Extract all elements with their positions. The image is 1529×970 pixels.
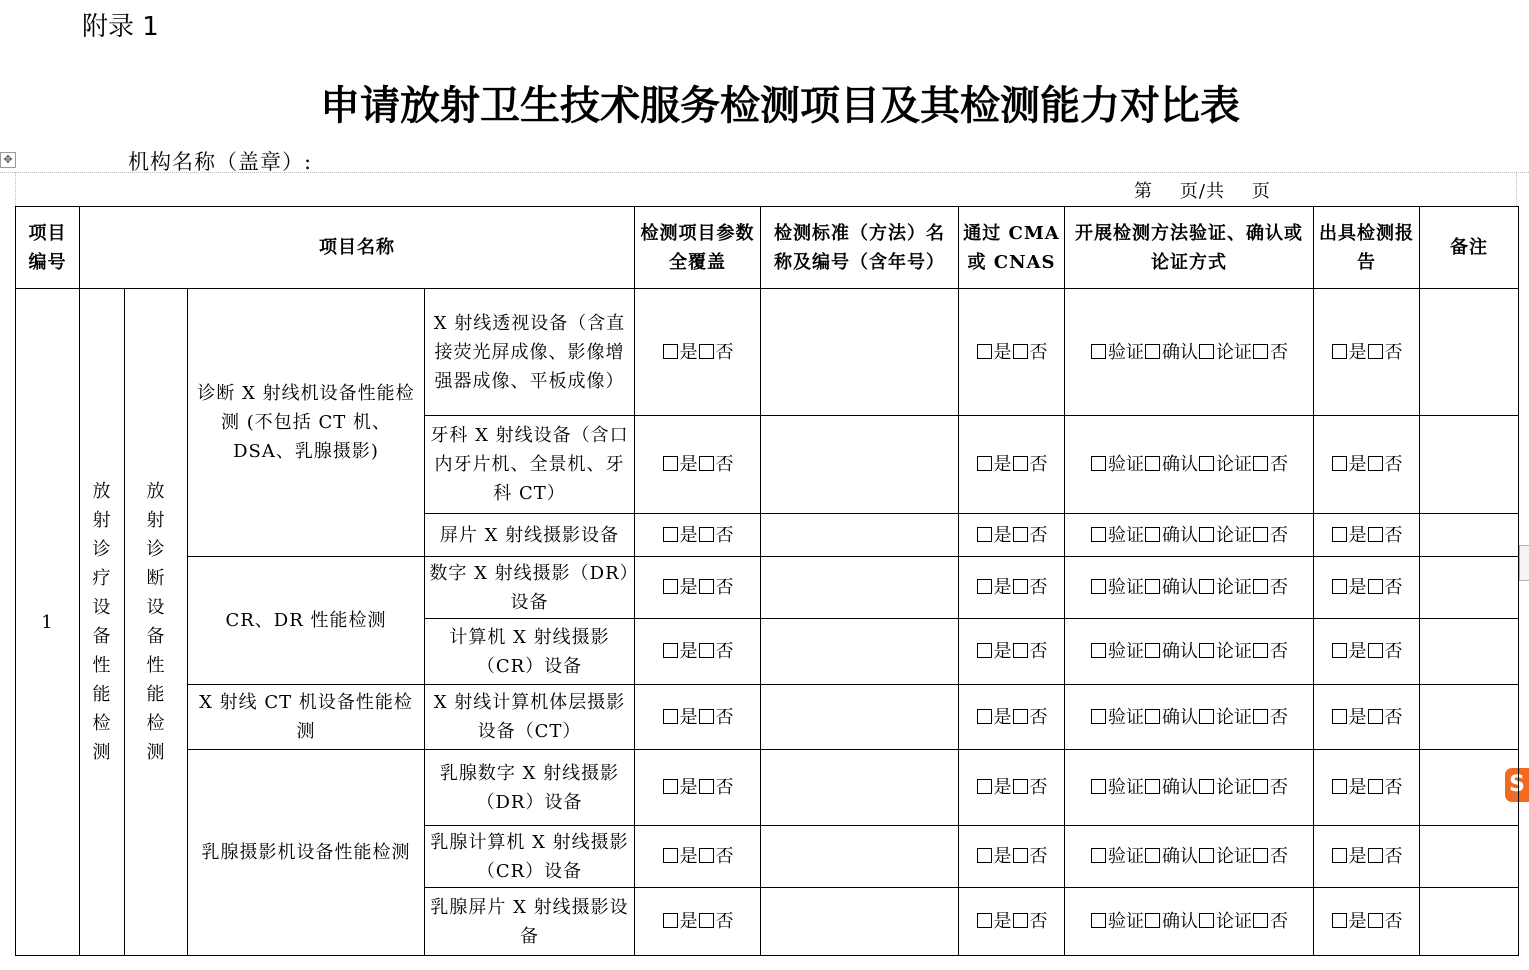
method-verification-no-checkbox[interactable] bbox=[1253, 643, 1268, 658]
cma-cnas-no-checkbox[interactable] bbox=[1013, 344, 1028, 359]
device-name-cell: 计算机 X 射线摄影（CR）设备 bbox=[425, 619, 635, 685]
report bbox=[1314, 289, 1420, 416]
cma-cnas-no-checkbox[interactable] bbox=[1013, 527, 1028, 542]
method-verification bbox=[1065, 750, 1314, 826]
param-coverage-yes-label: 是 bbox=[679, 454, 698, 475]
table-header-row bbox=[16, 207, 1519, 289]
method-verification-demonstrate-label: 论证 bbox=[1216, 524, 1252, 546]
cma-cnas-yes-label: 是 bbox=[993, 777, 1012, 798]
report-no-checkbox[interactable] bbox=[1368, 779, 1383, 794]
cma-cnas bbox=[959, 514, 1065, 557]
param-coverage bbox=[635, 514, 761, 557]
device-name-cell: 乳腺计算机 X 射线摄影（CR）设备 bbox=[425, 826, 635, 888]
param-coverage-no-label: 否 bbox=[715, 911, 734, 932]
method-verification-verify-label: 验证 bbox=[1108, 777, 1144, 798]
organization-label: 机构名称（盖章）: bbox=[128, 150, 313, 174]
report-yes-label: 是 bbox=[1348, 911, 1367, 932]
param-coverage-yes-label: 是 bbox=[679, 524, 698, 546]
method-verification-confirm-label: 确认 bbox=[1162, 641, 1198, 662]
cma-cnas-no-label: 否 bbox=[1029, 577, 1048, 598]
device-name-cell: 牙科 X 射线设备（含口内牙片机、全景机、牙科 CT） bbox=[425, 416, 635, 514]
remark-cell[interactable] bbox=[1420, 514, 1519, 557]
method-verification-confirm-label: 确认 bbox=[1162, 911, 1198, 932]
cma-cnas-no-checkbox[interactable] bbox=[1013, 643, 1028, 658]
param-coverage-no-checkbox[interactable] bbox=[699, 456, 714, 471]
cma-cnas-yes-label: 是 bbox=[993, 641, 1012, 662]
method-verification-demonstrate-label: 论证 bbox=[1216, 454, 1252, 475]
report-yes-checkbox[interactable] bbox=[1332, 527, 1347, 542]
cma-cnas bbox=[959, 826, 1065, 888]
cma-cnas-no-checkbox[interactable] bbox=[1013, 913, 1028, 928]
sogou-ime-icon[interactable]: S bbox=[1505, 768, 1529, 802]
cma-cnas bbox=[959, 750, 1065, 826]
cma-cnas bbox=[959, 416, 1065, 514]
report-no-label: 否 bbox=[1384, 524, 1403, 546]
report bbox=[1314, 685, 1420, 750]
report-no-checkbox[interactable] bbox=[1368, 527, 1383, 542]
table-row bbox=[16, 750, 1519, 826]
standard-cell[interactable] bbox=[761, 416, 959, 514]
method-verification-demonstrate-label: 论证 bbox=[1216, 911, 1252, 932]
header-report: 出具检测报告 bbox=[1314, 207, 1420, 289]
method-verification bbox=[1065, 557, 1314, 619]
param-coverage-yes-checkbox[interactable] bbox=[663, 913, 678, 928]
report bbox=[1314, 888, 1420, 956]
param-coverage bbox=[635, 826, 761, 888]
method-verification-verify-label: 验证 bbox=[1108, 641, 1144, 662]
report-yes-label: 是 bbox=[1348, 846, 1367, 867]
method-verification-no-label: 否 bbox=[1270, 524, 1288, 546]
cma-cnas-yes-checkbox[interactable] bbox=[977, 709, 992, 724]
cma-cnas-no-checkbox[interactable] bbox=[1013, 848, 1028, 863]
method-verification-no-label: 否 bbox=[1270, 911, 1288, 932]
method-verification-verify-checkbox[interactable] bbox=[1091, 527, 1106, 542]
cma-cnas-no-checkbox[interactable] bbox=[1013, 779, 1028, 794]
method-verification-verify-label: 验证 bbox=[1108, 706, 1144, 728]
subcategory-label: 放射诊断设备性能检测 bbox=[146, 481, 166, 763]
table-boundary-right bbox=[1516, 172, 1517, 206]
method-verification-verify-checkbox[interactable] bbox=[1091, 848, 1106, 863]
remark-cell[interactable] bbox=[1420, 557, 1519, 619]
appendix-label: 附录 1 bbox=[82, 12, 159, 42]
method-verification-verify-checkbox[interactable] bbox=[1091, 456, 1106, 471]
item-number-cell: 1 bbox=[16, 289, 80, 956]
device-name-cell: X 射线透视设备（含直接荧光屏成像、影像增强器成像、平板成像） bbox=[425, 289, 635, 416]
method-verification-verify-label: 验证 bbox=[1108, 454, 1144, 475]
param-coverage-yes-checkbox[interactable] bbox=[663, 456, 678, 471]
cma-cnas-no-label: 否 bbox=[1029, 641, 1048, 662]
report-yes-checkbox[interactable] bbox=[1332, 779, 1347, 794]
table-boundary-left bbox=[15, 172, 16, 206]
standard-cell[interactable] bbox=[761, 888, 959, 956]
device-name-cell: 乳腺屏片 X 射线摄影设备 bbox=[425, 888, 635, 956]
report-yes-label: 是 bbox=[1348, 577, 1367, 598]
device-name-cell: 数字 X 射线摄影（DR）设备 bbox=[425, 557, 635, 619]
method-verification bbox=[1065, 416, 1314, 514]
method-verification-no-checkbox[interactable] bbox=[1253, 527, 1268, 542]
standard-cell[interactable] bbox=[761, 826, 959, 888]
table-boundary bbox=[0, 172, 1529, 173]
method-verification-demonstrate-checkbox[interactable] bbox=[1199, 779, 1214, 794]
cma-cnas-no-label: 否 bbox=[1029, 911, 1048, 932]
method-verification-demonstrate-label: 论证 bbox=[1216, 577, 1252, 598]
cma-cnas-no-label: 否 bbox=[1029, 454, 1048, 475]
cma-cnas-yes-checkbox[interactable] bbox=[977, 456, 992, 471]
param-coverage-no-checkbox[interactable] bbox=[699, 779, 714, 794]
cma-cnas-no-label: 否 bbox=[1029, 341, 1048, 363]
cma-cnas-yes-label: 是 bbox=[993, 454, 1012, 475]
method-verification-confirm-label: 确认 bbox=[1162, 524, 1198, 546]
method-verification-confirm-checkbox[interactable] bbox=[1145, 779, 1160, 794]
param-coverage-yes-checkbox[interactable] bbox=[663, 527, 678, 542]
method-verification-confirm-checkbox[interactable] bbox=[1145, 643, 1160, 658]
header-param-coverage: 检测项目参数全覆盖 bbox=[635, 207, 761, 289]
report-no-label: 否 bbox=[1384, 846, 1403, 867]
method-verification-demonstrate-checkbox[interactable] bbox=[1199, 527, 1214, 542]
method-verification-no-checkbox[interactable] bbox=[1253, 779, 1268, 794]
param-coverage-no-label: 否 bbox=[715, 524, 734, 546]
cma-cnas-yes-label: 是 bbox=[993, 524, 1012, 546]
header-standard: 检测标准（方法）名称及编号（含年号） bbox=[761, 207, 959, 289]
cma-cnas-yes-label: 是 bbox=[993, 911, 1012, 932]
cma-cnas bbox=[959, 685, 1065, 750]
subcategory-cell bbox=[125, 289, 188, 956]
method-verification-no-label: 否 bbox=[1270, 641, 1288, 662]
param-coverage-yes-label: 是 bbox=[679, 846, 698, 867]
method-verification-no-checkbox[interactable] bbox=[1253, 456, 1268, 471]
group-name-cell: X 射线 CT 机设备性能检测 bbox=[188, 685, 425, 750]
param-coverage-no-checkbox[interactable] bbox=[699, 579, 714, 594]
method-verification-verify-checkbox[interactable] bbox=[1091, 913, 1106, 928]
cma-cnas-yes-checkbox[interactable] bbox=[977, 848, 992, 863]
method-verification-no-label: 否 bbox=[1270, 846, 1288, 867]
method-verification-confirm-label: 确认 bbox=[1162, 777, 1198, 798]
report-yes-label: 是 bbox=[1348, 641, 1367, 662]
report-no-checkbox[interactable] bbox=[1368, 848, 1383, 863]
method-verification-demonstrate-checkbox[interactable] bbox=[1199, 643, 1214, 658]
cma-cnas bbox=[959, 888, 1065, 956]
category-cell bbox=[80, 289, 125, 956]
param-coverage-yes-label: 是 bbox=[679, 706, 698, 728]
remark-cell[interactable] bbox=[1420, 416, 1519, 514]
report-yes-checkbox[interactable] bbox=[1332, 579, 1347, 594]
report bbox=[1314, 557, 1420, 619]
report-yes-checkbox[interactable] bbox=[1332, 456, 1347, 471]
method-verification-demonstrate-label: 论证 bbox=[1216, 777, 1252, 798]
header-remark: 备注 bbox=[1420, 207, 1519, 289]
remark-cell[interactable] bbox=[1420, 888, 1519, 956]
cma-cnas-no-label: 否 bbox=[1029, 846, 1048, 867]
method-verification-verify-checkbox[interactable] bbox=[1091, 643, 1106, 658]
param-coverage-yes-checkbox[interactable] bbox=[663, 709, 678, 724]
method-verification-verify-label: 验证 bbox=[1108, 577, 1144, 598]
method-verification-confirm-checkbox[interactable] bbox=[1145, 527, 1160, 542]
device-name-cell: 乳腺数字 X 射线摄影（DR）设备 bbox=[425, 750, 635, 826]
method-verification-no-checkbox[interactable] bbox=[1253, 848, 1268, 863]
method-verification-demonstrate-checkbox[interactable] bbox=[1199, 344, 1214, 359]
header-cma-cnas: 通过 CMA 或 CNAS bbox=[959, 207, 1065, 289]
table-row bbox=[16, 557, 1519, 619]
param-coverage-no-checkbox[interactable] bbox=[699, 913, 714, 928]
method-verification-confirm-label: 确认 bbox=[1162, 846, 1198, 867]
report-no-label: 否 bbox=[1384, 911, 1403, 932]
device-name-cell: X 射线计算机体层摄影设备（CT） bbox=[425, 685, 635, 750]
method-verification-confirm-label: 确认 bbox=[1162, 341, 1198, 363]
param-coverage bbox=[635, 888, 761, 956]
param-coverage-no-checkbox[interactable] bbox=[699, 643, 714, 658]
comparison-table bbox=[15, 206, 1519, 956]
cma-cnas-yes-label: 是 bbox=[993, 706, 1012, 728]
param-coverage bbox=[635, 750, 761, 826]
cma-cnas-no-checkbox[interactable] bbox=[1013, 579, 1028, 594]
cma-cnas bbox=[959, 557, 1065, 619]
remark-cell[interactable] bbox=[1420, 619, 1519, 685]
report-yes-label: 是 bbox=[1348, 706, 1367, 728]
cma-cnas-yes-label: 是 bbox=[993, 846, 1012, 867]
standard-cell[interactable] bbox=[761, 685, 959, 750]
document-title: 申请放射卫生技术服务检测项目及其检测能力对比表 bbox=[320, 82, 1240, 129]
report-yes-label: 是 bbox=[1348, 524, 1367, 546]
header-item-number: 项目编号 bbox=[16, 207, 80, 289]
method-verification-no-checkbox[interactable] bbox=[1253, 579, 1268, 594]
report-no-label: 否 bbox=[1384, 777, 1403, 798]
report-yes-checkbox[interactable] bbox=[1332, 643, 1347, 658]
param-coverage-no-label: 否 bbox=[715, 706, 734, 728]
method-verification-demonstrate-label: 论证 bbox=[1216, 846, 1252, 867]
method-verification-verify-label: 验证 bbox=[1108, 911, 1144, 932]
method-verification-no-label: 否 bbox=[1270, 454, 1288, 475]
report-yes-checkbox[interactable] bbox=[1332, 848, 1347, 863]
page-counter: 第 页/共 页 bbox=[1134, 181, 1271, 202]
method-verification bbox=[1065, 514, 1314, 557]
cma-cnas-yes-checkbox[interactable] bbox=[977, 579, 992, 594]
cma-cnas-yes-checkbox[interactable] bbox=[977, 779, 992, 794]
cma-cnas bbox=[959, 619, 1065, 685]
standard-cell[interactable] bbox=[761, 619, 959, 685]
method-verification-confirm-checkbox[interactable] bbox=[1145, 848, 1160, 863]
report bbox=[1314, 514, 1420, 557]
table-row bbox=[16, 685, 1519, 750]
report-no-checkbox[interactable] bbox=[1368, 643, 1383, 658]
cma-cnas-no-label: 否 bbox=[1029, 777, 1048, 798]
cma-cnas-no-checkbox[interactable] bbox=[1013, 456, 1028, 471]
cma-cnas bbox=[959, 289, 1065, 416]
param-coverage-no-label: 否 bbox=[715, 777, 734, 798]
report-no-label: 否 bbox=[1384, 641, 1403, 662]
method-verification-no-label: 否 bbox=[1270, 577, 1288, 598]
report-no-label: 否 bbox=[1384, 706, 1403, 728]
param-coverage bbox=[635, 289, 761, 416]
report bbox=[1314, 750, 1420, 826]
method-verification-no-checkbox[interactable] bbox=[1253, 344, 1268, 359]
remark-cell[interactable] bbox=[1420, 826, 1519, 888]
param-coverage-no-label: 否 bbox=[715, 341, 734, 363]
remark-cell[interactable] bbox=[1420, 685, 1519, 750]
report-no-checkbox[interactable] bbox=[1368, 456, 1383, 471]
table-row bbox=[16, 289, 1519, 416]
cma-cnas-yes-checkbox[interactable] bbox=[977, 913, 992, 928]
standard-cell[interactable] bbox=[761, 557, 959, 619]
method-verification bbox=[1065, 685, 1314, 750]
method-verification bbox=[1065, 289, 1314, 416]
method-verification-verify-checkbox[interactable] bbox=[1091, 709, 1106, 724]
param-coverage-no-label: 否 bbox=[715, 846, 734, 867]
param-coverage-yes-label: 是 bbox=[679, 577, 698, 598]
param-coverage bbox=[635, 619, 761, 685]
report-no-checkbox[interactable] bbox=[1368, 579, 1383, 594]
method-verification-demonstrate-checkbox[interactable] bbox=[1199, 709, 1214, 724]
method-verification-verify-checkbox[interactable] bbox=[1091, 779, 1106, 794]
param-coverage-no-checkbox[interactable] bbox=[699, 709, 714, 724]
side-panel-tab[interactable] bbox=[1519, 545, 1529, 581]
category-label: 放射诊疗设备性能检测 bbox=[92, 481, 112, 763]
method-verification bbox=[1065, 888, 1314, 956]
method-verification-no-label: 否 bbox=[1270, 341, 1288, 363]
group-name-cell: CR、DR 性能检测 bbox=[188, 557, 425, 685]
param-coverage-yes-label: 是 bbox=[679, 641, 698, 662]
report-yes-checkbox[interactable] bbox=[1332, 344, 1347, 359]
method-verification-no-checkbox[interactable] bbox=[1253, 913, 1268, 928]
param-coverage-yes-label: 是 bbox=[679, 341, 698, 363]
cma-cnas-yes-checkbox[interactable] bbox=[977, 527, 992, 542]
method-verification-confirm-checkbox[interactable] bbox=[1145, 456, 1160, 471]
cma-cnas-no-label: 否 bbox=[1029, 524, 1048, 546]
report-no-checkbox[interactable] bbox=[1368, 913, 1383, 928]
param-coverage bbox=[635, 557, 761, 619]
param-coverage-no-checkbox[interactable] bbox=[699, 848, 714, 863]
cma-cnas-yes-label: 是 bbox=[993, 577, 1012, 598]
standard-cell[interactable] bbox=[761, 514, 959, 557]
move-handle-icon[interactable]: ✥ bbox=[0, 152, 16, 168]
method-verification-demonstrate-checkbox[interactable] bbox=[1199, 579, 1214, 594]
method-verification-confirm-checkbox[interactable] bbox=[1145, 344, 1160, 359]
param-coverage-yes-label: 是 bbox=[679, 777, 698, 798]
method-verification bbox=[1065, 826, 1314, 888]
report-no-label: 否 bbox=[1384, 454, 1403, 475]
standard-cell[interactable] bbox=[761, 289, 959, 416]
report bbox=[1314, 416, 1420, 514]
method-verification bbox=[1065, 619, 1314, 685]
cma-cnas-no-checkbox[interactable] bbox=[1013, 709, 1028, 724]
cma-cnas-yes-checkbox[interactable] bbox=[977, 643, 992, 658]
device-name-cell: 屏片 X 射线摄影设备 bbox=[425, 514, 635, 557]
report bbox=[1314, 826, 1420, 888]
method-verification-verify-checkbox[interactable] bbox=[1091, 344, 1106, 359]
param-coverage-no-checkbox[interactable] bbox=[699, 527, 714, 542]
remark-cell[interactable] bbox=[1420, 750, 1519, 826]
param-coverage bbox=[635, 685, 761, 750]
group-name-cell: 乳腺摄影机设备性能检测 bbox=[188, 750, 425, 956]
method-verification-no-checkbox[interactable] bbox=[1253, 709, 1268, 724]
report-no-label: 否 bbox=[1384, 341, 1403, 363]
cma-cnas-yes-label: 是 bbox=[993, 341, 1012, 363]
remark-cell[interactable] bbox=[1420, 289, 1519, 416]
method-verification-verify-label: 验证 bbox=[1108, 846, 1144, 867]
method-verification-confirm-label: 确认 bbox=[1162, 706, 1198, 728]
report-yes-label: 是 bbox=[1348, 454, 1367, 475]
method-verification-demonstrate-checkbox[interactable] bbox=[1199, 913, 1214, 928]
report-yes-label: 是 bbox=[1348, 341, 1367, 363]
report-no-checkbox[interactable] bbox=[1368, 709, 1383, 724]
report-yes-checkbox[interactable] bbox=[1332, 709, 1347, 724]
report-yes-checkbox[interactable] bbox=[1332, 913, 1347, 928]
param-coverage-yes-label: 是 bbox=[679, 911, 698, 932]
report-no-checkbox[interactable] bbox=[1368, 344, 1383, 359]
header-item-name: 项目名称 bbox=[80, 207, 635, 289]
param-coverage-yes-checkbox[interactable] bbox=[663, 344, 678, 359]
report bbox=[1314, 619, 1420, 685]
method-verification-demonstrate-checkbox[interactable] bbox=[1199, 456, 1214, 471]
cma-cnas-yes-checkbox[interactable] bbox=[977, 344, 992, 359]
method-verification-confirm-label: 确认 bbox=[1162, 454, 1198, 475]
param-coverage-no-label: 否 bbox=[715, 577, 734, 598]
param-coverage-yes-checkbox[interactable] bbox=[663, 848, 678, 863]
param-coverage-yes-checkbox[interactable] bbox=[663, 579, 678, 594]
table-body bbox=[16, 289, 1519, 956]
cma-cnas-no-label: 否 bbox=[1029, 706, 1048, 728]
method-verification-demonstrate-label: 论证 bbox=[1216, 341, 1252, 363]
method-verification-verify-label: 验证 bbox=[1108, 524, 1144, 546]
report-yes-label: 是 bbox=[1348, 777, 1367, 798]
header-method-verification: 开展检测方法验证、确认或论证方式 bbox=[1065, 207, 1314, 289]
param-coverage-no-label: 否 bbox=[715, 454, 734, 475]
method-verification-demonstrate-checkbox[interactable] bbox=[1199, 848, 1214, 863]
method-verification-verify-checkbox[interactable] bbox=[1091, 579, 1106, 594]
method-verification-confirm-checkbox[interactable] bbox=[1145, 709, 1160, 724]
method-verification-no-label: 否 bbox=[1270, 777, 1288, 798]
param-coverage-yes-checkbox[interactable] bbox=[663, 643, 678, 658]
param-coverage-no-checkbox[interactable] bbox=[699, 344, 714, 359]
param-coverage-no-label: 否 bbox=[715, 641, 734, 662]
standard-cell[interactable] bbox=[761, 750, 959, 826]
method-verification-demonstrate-label: 论证 bbox=[1216, 641, 1252, 662]
report-no-label: 否 bbox=[1384, 577, 1403, 598]
method-verification-confirm-checkbox[interactable] bbox=[1145, 579, 1160, 594]
method-verification-confirm-checkbox[interactable] bbox=[1145, 913, 1160, 928]
param-coverage bbox=[635, 416, 761, 514]
param-coverage-yes-checkbox[interactable] bbox=[663, 779, 678, 794]
method-verification-confirm-label: 确认 bbox=[1162, 577, 1198, 598]
method-verification-verify-label: 验证 bbox=[1108, 341, 1144, 363]
group-name-cell: 诊断 X 射线机设备性能检测 (不包括 CT 机、DSA、乳腺摄影) bbox=[188, 289, 425, 557]
method-verification-demonstrate-label: 论证 bbox=[1216, 706, 1252, 728]
method-verification-no-label: 否 bbox=[1270, 706, 1288, 728]
